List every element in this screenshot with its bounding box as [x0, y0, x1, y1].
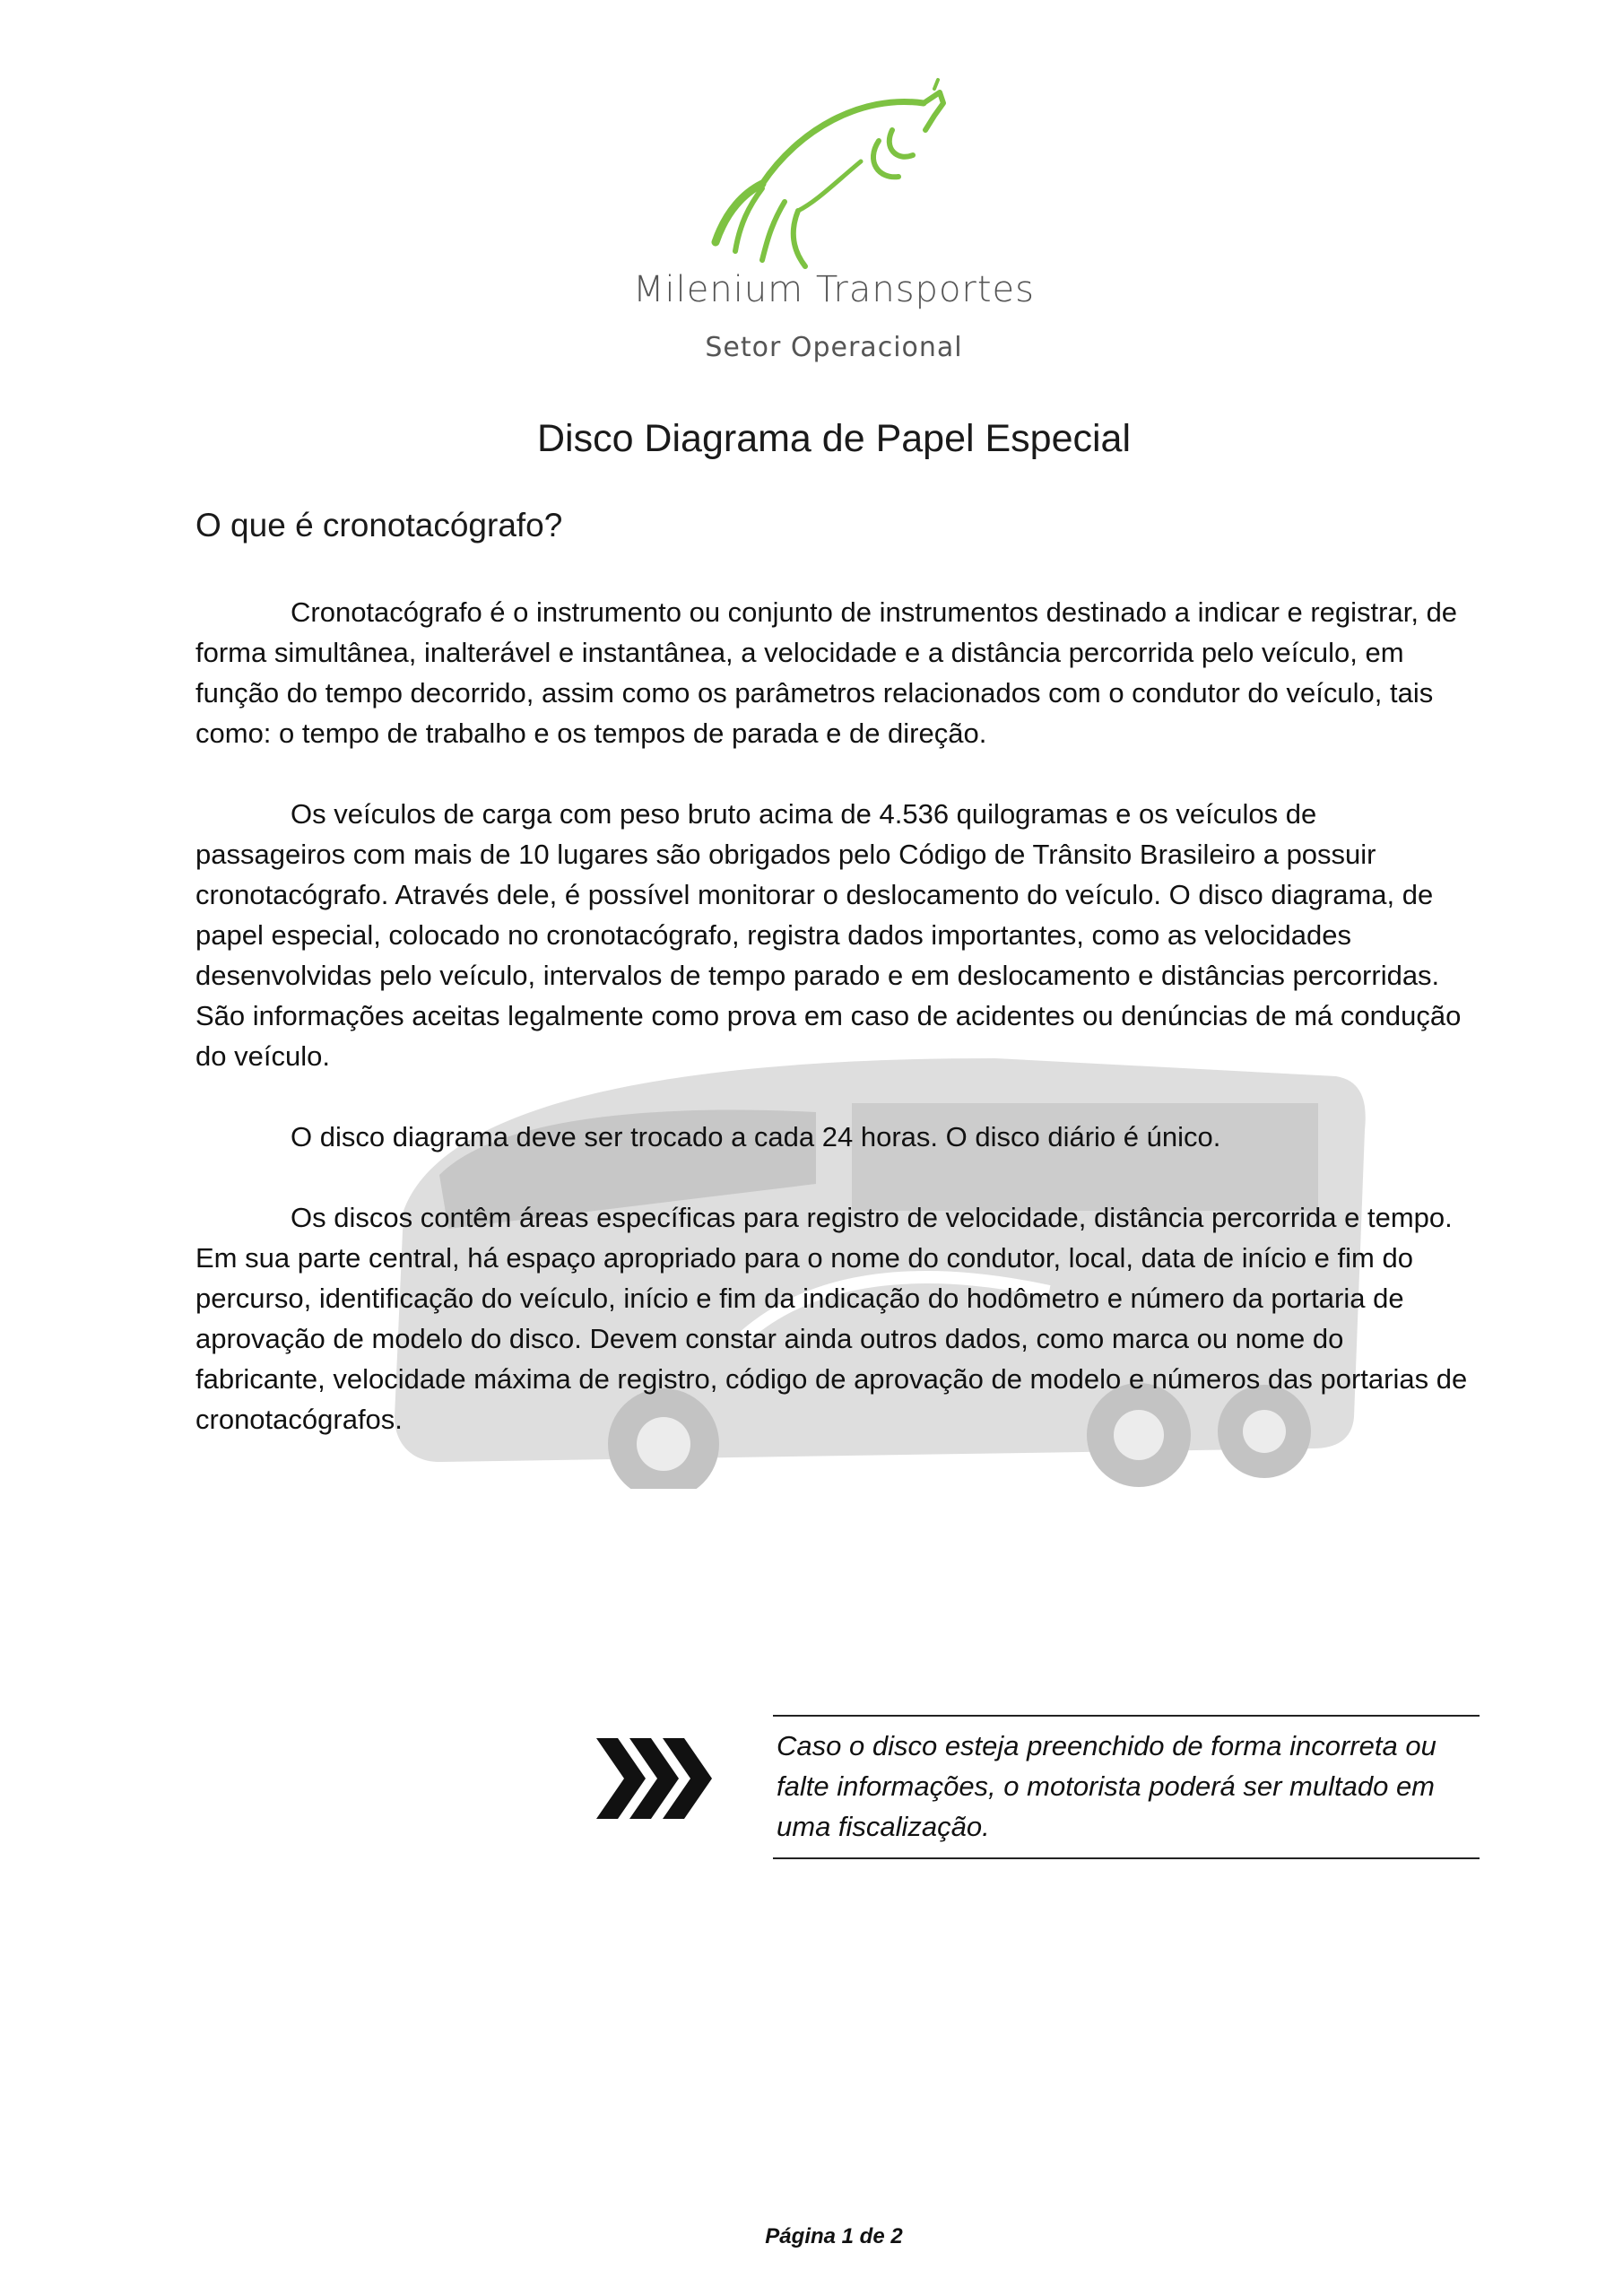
- paragraph: O disco diagrama deve ser trocado a cada 24 horas. O disco diário é único.: [291, 1121, 1221, 1152]
- paragraph: Os veículos de carga com peso bruto acima de 4.536 quilogramas e os veículos de passageiros com mais de 10 lugares são obrigados pelo Código de Trânsito Brasileiro a possuir cronotacógrafo. Através dele, é possível monitorar o deslocamento do veículo. O disco diagrama, de papel especial, colocado no cronotacógrafo, registra dados importantes, como as velocidades desenvolvidas pelo veículo, intervalos de tempo parado e em deslocamento e distâncias percorridas. São informações aceitas legalmente como prova em caso de acidentes ou denúncias de má condução do veículo.: [195, 798, 1462, 1072]
- body-text: [195, 592, 1469, 1480]
- section-heading: O que é cronotacógrafo?: [195, 507, 563, 544]
- page-number: Página 1 de 2: [765, 2224, 903, 2248]
- company-department: Setor Operacional: [705, 332, 963, 363]
- company-name: Milenium Transportes: [633, 269, 1035, 310]
- horse-logo-icon: [699, 76, 968, 274]
- document-title: Disco Diagrama de Papel Especial: [536, 417, 1132, 460]
- paragraph: Cronotacógrafo é o instrumento ou conjunto de instrumentos destinado a indicar e registrar, de forma simultânea, inalterável e instantânea, a velocidade e a distância percorrida pelo veículo, em função do tempo decorrido, assim como os parâmetros relacionados com o condutor do veículo, tais como: o tempo de trabalho e os tempos de parada e de direção.: [195, 596, 1458, 749]
- callout-text: Caso o disco esteja preenchido de forma incorreta ou falte informações, o motorista poderá ser multado em uma fiscalização.: [777, 1730, 1436, 1842]
- callout-box: [773, 1715, 1480, 1859]
- triple-chevron-right-icon: [596, 1738, 713, 1819]
- paragraph: Os discos contêm áreas específicas para registro de velocidade, distância percorrida e tempo. Em sua parte central, há espaço apropriado para o nome do condutor, local, data de início e fim do percurso, identificação do veículo, início e fim da indicação do hodômetro e número da portaria de aprovação de modelo do disco. Devem constar ainda outros dados, como marca ou nome do fabricante, velocidade máxima de registro, código de aprovação de modelo e números das portarias de cronotacógrafos.: [195, 1202, 1468, 1435]
